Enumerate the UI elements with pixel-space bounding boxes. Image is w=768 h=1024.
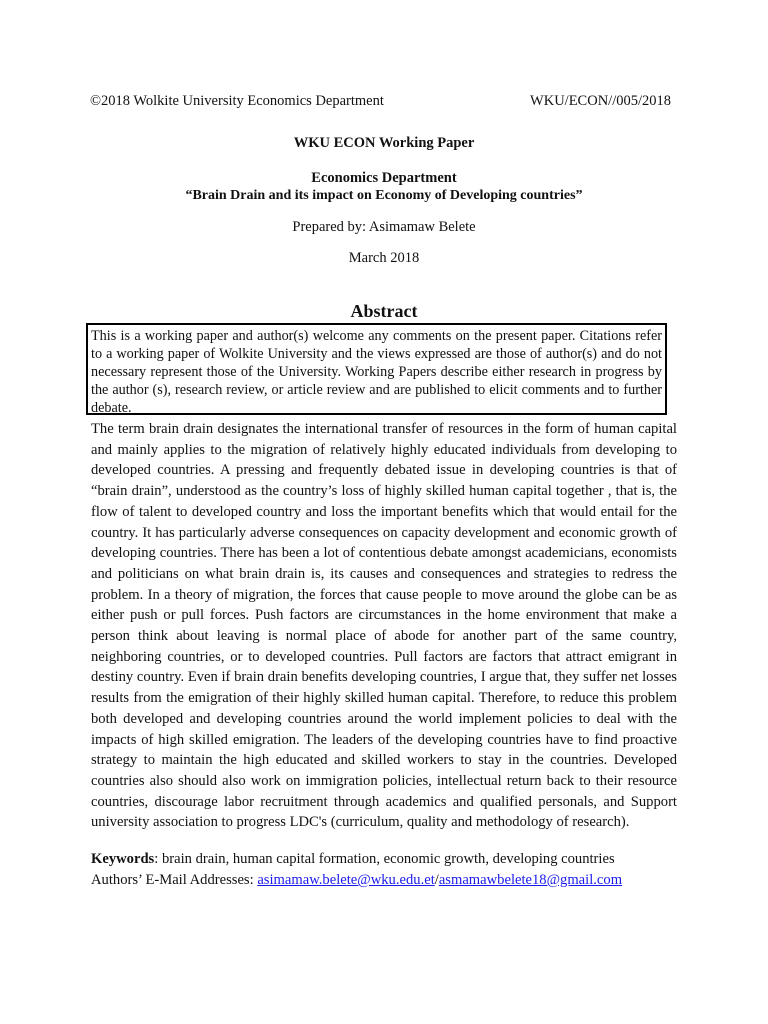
email-separator: / — [434, 872, 439, 888]
email-link-gmail[interactable]: asmamawbelete18@gmail.com — [438, 872, 623, 888]
keywords-label: Keywords — [91, 851, 155, 867]
header-copyright: ©2018 Wolkite University Economics Department — [90, 93, 384, 109]
emails-label: Authors’ E-Mail Addresses: — [91, 872, 258, 888]
paper-date: March 2018 — [348, 250, 420, 266]
prepared-by: Prepared by: Asimamaw Belete — [292, 219, 476, 235]
abstract-heading: Abstract — [350, 301, 418, 321]
working-paper-notice: This is a working paper and author(s) welcome any comments on the present paper. Citations refer to a working paper of Wolkite University and the views expressed are those of author(s) and do not necessary represent those of the University. Working Papers describe either research in progress by the author (s), research review, or article review and are published to elicit comments and to further debate. — [86, 323, 667, 415]
header-paper-id: WKU/ECON//005/2018 — [530, 93, 671, 109]
series-title: WKU ECON Working Paper — [293, 135, 475, 151]
paper-title: “Brain Drain and its impact on Economy of Developing countries” — [185, 188, 583, 203]
keywords-text: : brain drain, human capital formation, economic growth, developing countries — [154, 851, 615, 867]
email-line — [91, 870, 691, 891]
department-title: Economics Department — [311, 170, 457, 186]
abstract-body: The term brain drain designates the international transfer of resources in the form of human capital and mainly applies to the migration of relatively highly educated individuals from developing to developed countries. A pressing and frequently debated issue in developing countries is that of “brain drain”, understood as the country’s loss of highly skilled human capital together , that is, the flow of talent to developed country and loss the important benefits which that would entail for the country. It has particularly adverse consequences on capacity development and economic growth of developing countries. There has been a lot of contentious debate amongst academicians, economists and politicians on what brain drain is, its causes and consequences and strategies to redress the problem. In a theory of migration, the forces that cause people to move around the globe can be as either push or pull forces. Push factors are circumstances in the home environment that make a person think about leaving is normal place of abode for another part of the same country, neighboring countries, or to developed countries. Pull factors are factors that attract emigrant in destiny country. Even if brain drain benefits developing countries, I argue that, they suffer net losses results from the emigration of their highly skilled human capital. Therefore, to reduce this problem both developed and developing countries around the world implement policies to deal with the impacts of high skilled emigration. The leaders of the developing countries have to find proactive strategy to maintain the high educated and skilled workers to stay in the countries. Developed countries also should also work on immigration policies, intellectual return back to their resource countries, discourage labor recruitment through academics and qualified personals, and Support university association to progress LDC's (curriculum, quality and methodology of research). — [91, 421, 677, 831]
keywords-line — [91, 849, 677, 870]
email-link-wku[interactable]: asimamaw.belete@wku.edu.et — [257, 872, 435, 888]
